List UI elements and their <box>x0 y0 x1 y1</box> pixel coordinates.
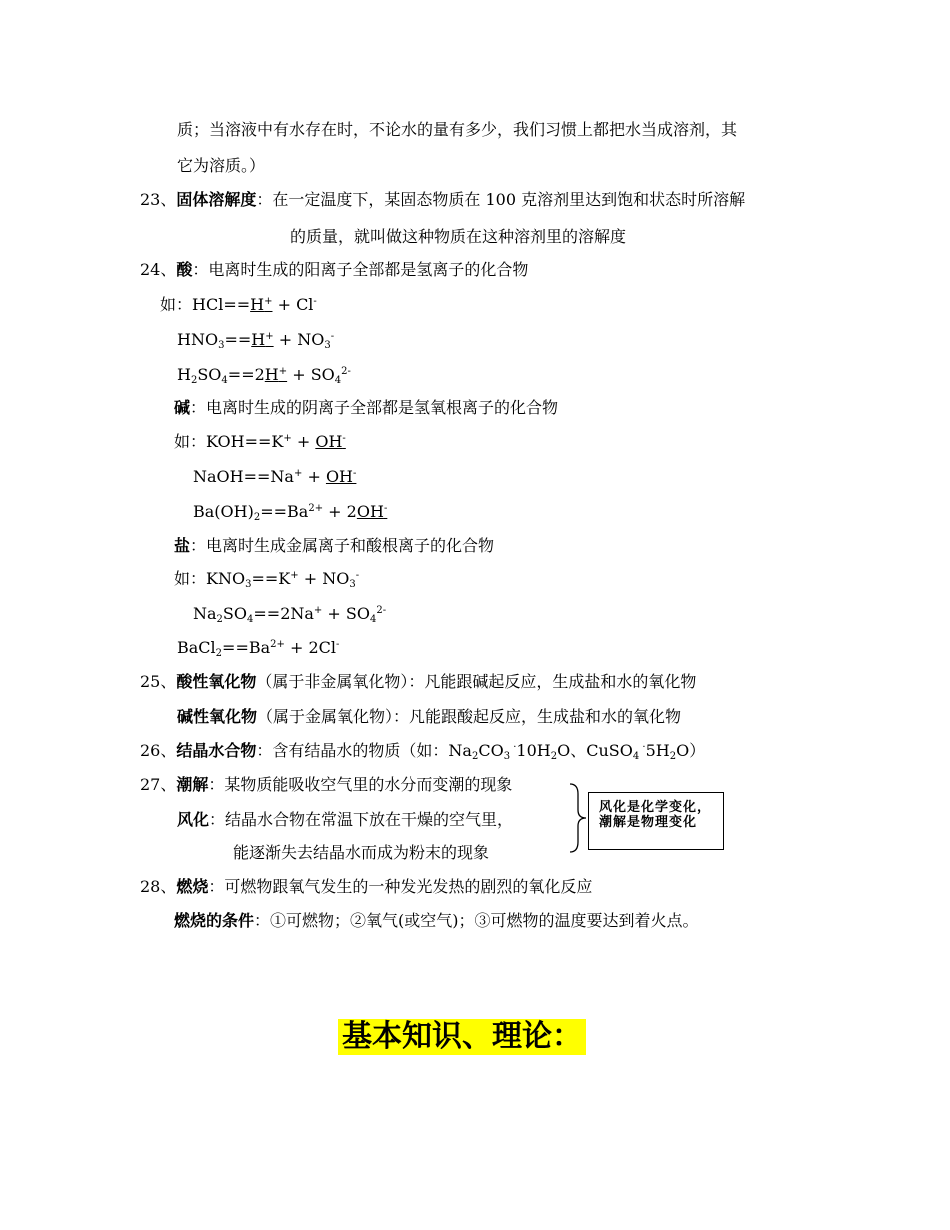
definition: 电离时生成的阳离子全部都是氢离子的化合物 <box>208 260 529 279</box>
term-efflorescence: 风化 <box>177 810 210 829</box>
term-acid: 酸 <box>176 260 193 279</box>
item-28-conditions: 燃烧的条件：①可燃物；②氧气(或空气)；③可燃物的温度要达到着火点。 <box>174 911 699 930</box>
definition: （属于金属氧化物）：凡能跟酸起反应，生成盐和水的氧化物 <box>257 707 682 726</box>
definition: 在一定温度下，某固态物质在 100 克溶剂里达到饱和状态时所溶解 <box>272 190 746 209</box>
term-deliquescence: 潮解 <box>176 775 209 794</box>
acid-example-3: $H_2SO_4==2H^+ + SO_4^{2-}$ <box>177 365 351 386</box>
definition: 电离时生成的阴离子全部都是氢氧根离子的化合物 <box>206 398 559 417</box>
item-25-acidic-oxide <box>140 671 696 693</box>
item-27-deliquescence: 27、潮解：某物质能吸收空气里的水分而变潮的现象 <box>140 775 513 794</box>
salt-example-3: $BaCl_2==Ba^{2+} + 2Cl^-$ <box>177 638 340 659</box>
item-number: 23、 <box>140 190 177 209</box>
term-solubility: 固体溶解度 <box>176 190 257 209</box>
item-23-line-2: 的质量，就叫做这种物质在这种溶剂里的溶解度 <box>290 227 627 246</box>
item-number: 24、 <box>140 260 177 279</box>
base-example-3: $Ba(OH)_2==Ba^{2+} + 2OH^-$ <box>193 502 388 523</box>
definition: 电离时生成金属离子和酸根离子的化合物 <box>206 536 495 555</box>
item-25-basic-oxide <box>177 706 681 728</box>
base-example-2: NaOH==Na+ + OH- <box>193 467 357 486</box>
term-base: 碱 <box>174 398 191 417</box>
term-combustion-conditions: 燃烧的条件 <box>174 911 255 930</box>
definition: 可燃物跟氧气发生的一种发光发热的剧烈的氧化反应 <box>224 877 593 896</box>
definition: ①可燃物；②氧气(或空气)；③可燃物的温度要达到着火点。 <box>270 911 699 930</box>
item-26: 26、结晶水合物：含有结晶水的物质（如：$Na_2CO_3$ $^\cdot 10H_2O$、CuSO$_4$ $^\cdot 5H_2O$） <box>140 741 706 762</box>
definition: 结晶水合物在常温下放在干燥的空气里， <box>225 810 514 829</box>
item-number: 25、 <box>140 672 177 691</box>
item-number: 26、 <box>140 741 177 760</box>
term-combustion: 燃烧 <box>176 877 209 896</box>
item-23: 23、固体溶解度：在一定温度下，某固态物质在 100 克溶剂里达到饱和状态时所溶解 <box>140 190 746 209</box>
base-example-1: 如：KOH==K+ + OH- <box>174 432 346 451</box>
salt-example-1: 如：$KNO_3==K^+ + NO_3^-$ <box>174 569 360 590</box>
item-number: 28、 <box>140 877 177 896</box>
intro-line-2: 它为溶质。） <box>177 156 266 175</box>
term-basic-oxide: 碱性氧化物 <box>177 707 258 726</box>
item-24-acid: 24、酸：电离时生成的阳离子全部都是氢离子的化合物 <box>140 260 529 279</box>
intro-line-1: 质；当溶液中有水存在时，不论水的量有多少，我们习惯上都把水当成溶剂，其 <box>177 120 738 139</box>
acid-example-2: $HNO_3==H^+ + NO_3^-$ <box>177 330 335 351</box>
item-27-efflorescence-line-2: 能逐渐失去结晶水而成为粉末的现象 <box>233 843 490 862</box>
salt-example-2: $Na_2SO_4==2Na^+ + SO_4^{2-}$ <box>193 604 387 625</box>
item-number: 27、 <box>140 775 177 794</box>
item-24-base: 碱：电离时生成的阴离子全部都是氢氧根离子的化合物 <box>174 398 559 417</box>
note-box: 风化是化学变化，潮解是物理变化 <box>588 792 724 850</box>
curly-brace-icon <box>568 782 590 854</box>
item-24-salt: 盐：电离时生成金属离子和酸根离子的化合物 <box>174 536 495 555</box>
term-salt: 盐 <box>174 536 191 555</box>
definition: 某物质能吸收空气里的水分而变潮的现象 <box>224 775 513 794</box>
item-27-efflorescence: 风化：结晶水合物在常温下放在干燥的空气里， <box>177 810 514 829</box>
item-28-combustion: 28、燃烧：可燃物跟氧气发生的一种发光发热的剧烈的氧化反应 <box>140 877 593 896</box>
term-hydrate: 结晶水合物 <box>176 741 257 760</box>
definition: 含有结晶水的物质（如：Na <box>272 741 472 760</box>
definition: （属于非金属氧化物）：凡能跟碱起反应，生成盐和水的氧化物 <box>256 672 697 691</box>
acid-example-1: 如：HCl==H+ + Cl- <box>160 295 317 314</box>
term-acidic-oxide: 酸性氧化物 <box>176 672 257 691</box>
section-heading: 基本知识、理论： <box>338 1019 586 1055</box>
